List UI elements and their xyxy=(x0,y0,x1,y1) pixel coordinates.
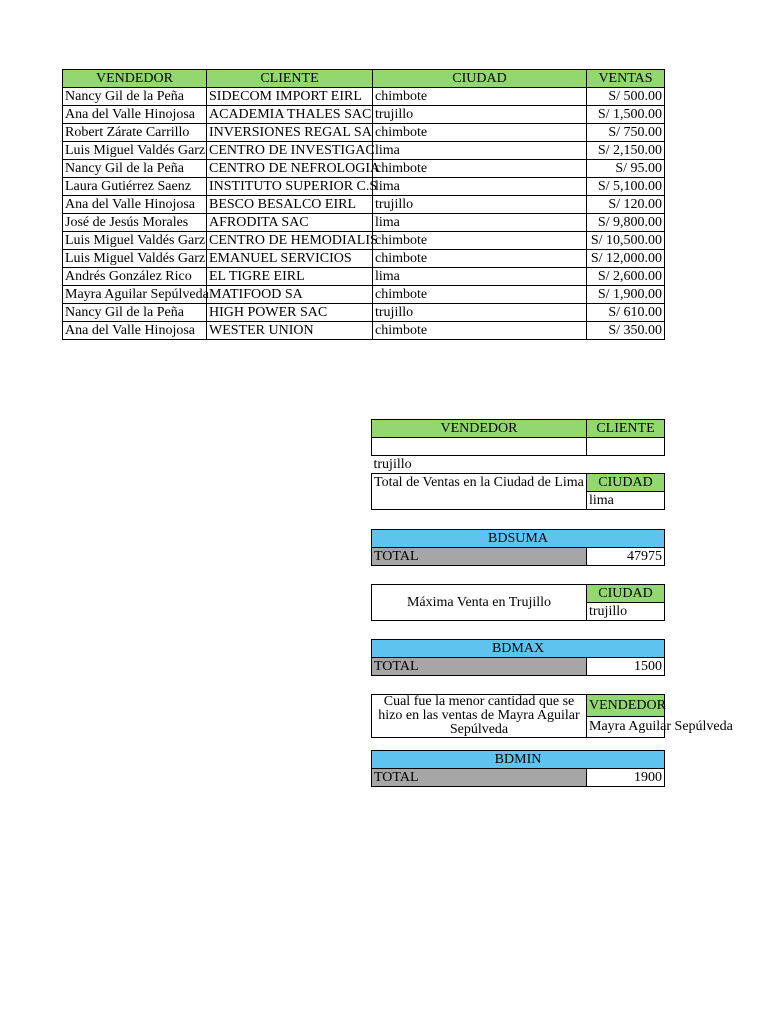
cell-cliente[interactable]: BESCO BESALCO EIRL xyxy=(207,196,373,214)
bdmax-title[interactable]: BDMAX xyxy=(372,640,665,658)
cell-ciudad[interactable]: lima xyxy=(373,268,587,286)
mayra-question[interactable]: Cual fue la menor cantidad que se hizo en las ventas de Mayra Aguilar Sepúlveda xyxy=(372,695,587,738)
criteria-empty-cell[interactable] xyxy=(587,456,665,474)
cell-ciudad[interactable]: chimbote xyxy=(373,286,587,304)
cell-vendedor[interactable]: Ana del Valle Hinojosa xyxy=(63,106,207,124)
header-ciudad[interactable]: CIUDAD xyxy=(373,70,587,88)
bdsuma-total-value[interactable]: 47975 xyxy=(587,548,665,566)
table-row xyxy=(63,304,665,322)
bdmax-table xyxy=(371,639,665,676)
sales-table xyxy=(62,69,665,340)
header-ventas[interactable]: VENTAS xyxy=(587,70,665,88)
cell-ciudad[interactable]: trujillo xyxy=(373,106,587,124)
table-row xyxy=(63,178,665,196)
mayra-vendedor-header[interactable]: VENDEDOR xyxy=(587,695,665,717)
cell-ventas[interactable]: S/ 500.00 xyxy=(587,88,665,106)
cell-cliente[interactable]: INVERSIONES REGAL SA xyxy=(207,124,373,142)
cell-cliente[interactable]: SIDECOM IMPORT EIRL xyxy=(207,88,373,106)
cell-ciudad[interactable]: chimbote xyxy=(373,322,587,340)
bdsuma-table xyxy=(371,529,665,566)
table-row xyxy=(63,250,665,268)
cell-vendedor[interactable]: Nancy Gil de la Peña xyxy=(63,304,207,322)
lima-ciudad-header[interactable]: CIUDAD xyxy=(587,474,665,492)
cell-ventas[interactable]: S/ 2,150.00 xyxy=(587,142,665,160)
cell-ventas[interactable]: S/ 9,800.00 xyxy=(587,214,665,232)
table-row xyxy=(63,268,665,286)
bdmin-title[interactable]: BDMIN xyxy=(372,751,665,769)
bdsuma-title[interactable]: BDSUMA xyxy=(372,530,665,548)
cell-ventas[interactable]: S/ 95.00 xyxy=(587,160,665,178)
cell-cliente[interactable]: AFRODITA SAC xyxy=(207,214,373,232)
cell-vendedor[interactable]: Luis Miguel Valdés Garz xyxy=(63,142,207,160)
cell-ciudad[interactable]: lima xyxy=(373,178,587,196)
criteria-trujillo-cell[interactable]: trujillo xyxy=(373,457,412,472)
table-row xyxy=(63,286,665,304)
cell-ventas[interactable]: S/ 610.00 xyxy=(587,304,665,322)
table-row xyxy=(63,322,665,340)
cell-ciudad[interactable]: chimbote xyxy=(373,88,587,106)
cell-ventas[interactable]: S/ 750.00 xyxy=(587,124,665,142)
bdmax-total-value[interactable]: 1500 xyxy=(587,658,665,676)
cell-cliente[interactable]: ACADEMIA THALES SAC xyxy=(207,106,373,124)
table-row xyxy=(63,232,665,250)
table-row xyxy=(63,160,665,178)
trujillo-ciudad-value[interactable]: trujillo xyxy=(587,603,665,621)
cell-ciudad[interactable]: trujillo xyxy=(373,196,587,214)
criteria-cliente-cell[interactable] xyxy=(587,438,665,456)
criteria-vendedor-header[interactable]: VENDEDOR xyxy=(372,420,587,438)
cell-ciudad[interactable]: chimbote xyxy=(373,124,587,142)
header-vendedor[interactable]: VENDEDOR xyxy=(63,70,207,88)
cell-cliente[interactable]: EL TIGRE EIRL xyxy=(207,268,373,286)
cell-cliente[interactable]: INSTITUTO SUPERIOR C.S xyxy=(207,178,373,196)
mayra-vendedor-value[interactable]: Mayra Aguilar Sepúlveda xyxy=(587,716,665,738)
criteria-table xyxy=(371,419,665,510)
cell-ciudad[interactable]: chimbote xyxy=(373,232,587,250)
trujillo-question[interactable]: Máxima Venta en Trujillo xyxy=(372,585,587,621)
cell-ventas[interactable]: S/ 2,600.00 xyxy=(587,268,665,286)
lima-question[interactable]: Total de Ventas en la Ciudad de Lima xyxy=(372,474,587,510)
table-row xyxy=(63,88,665,106)
cell-ventas[interactable]: S/ 5,100.00 xyxy=(587,178,665,196)
bdmax-total-label[interactable]: TOTAL xyxy=(372,658,587,676)
bdmin-total-value[interactable]: 1900 xyxy=(587,769,665,787)
cell-cliente[interactable]: CENTRO DE INVESTIGAC xyxy=(207,142,373,160)
table-row xyxy=(63,106,665,124)
bdsuma-total-label[interactable]: TOTAL xyxy=(372,548,587,566)
cell-vendedor[interactable]: José de Jesús Morales xyxy=(63,214,207,232)
mayra-min-table xyxy=(371,694,733,738)
cell-ventas[interactable]: S/ 1,500.00 xyxy=(587,106,665,124)
cell-ventas[interactable]: S/ 12,000.00 xyxy=(587,250,665,268)
cell-cliente[interactable]: CENTRO DE HEMODIALIS xyxy=(207,232,373,250)
cell-vendedor[interactable]: Ana del Valle Hinojosa xyxy=(63,196,207,214)
cell-cliente[interactable]: WESTER UNION xyxy=(207,322,373,340)
cell-cliente[interactable]: EMANUEL SERVICIOS xyxy=(207,250,373,268)
table-row xyxy=(63,214,665,232)
cell-vendedor[interactable]: Mayra Aguilar Sepúlveda xyxy=(63,286,207,304)
cell-cliente[interactable]: HIGH POWER SAC xyxy=(207,304,373,322)
cell-ventas[interactable]: S/ 120.00 xyxy=(587,196,665,214)
sales-table-header xyxy=(63,70,665,88)
criteria-vendedor-cell[interactable] xyxy=(372,438,587,456)
trujillo-max-table xyxy=(371,584,665,621)
trujillo-ciudad-header[interactable]: CIUDAD xyxy=(587,585,665,603)
cell-ciudad[interactable]: chimbote xyxy=(373,250,587,268)
table-row xyxy=(63,142,665,160)
cell-vendedor[interactable]: Nancy Gil de la Peña xyxy=(63,160,207,178)
table-row xyxy=(63,196,665,214)
bdmin-total-label[interactable]: TOTAL xyxy=(372,769,587,787)
cell-ventas[interactable]: S/ 1,900.00 xyxy=(587,286,665,304)
cell-ciudad[interactable]: trujillo xyxy=(373,304,587,322)
criteria-cliente-header[interactable]: CLIENTE xyxy=(587,420,665,438)
cell-vendedor[interactable]: Luis Miguel Valdés Garz xyxy=(63,250,207,268)
cell-vendedor[interactable]: Andrés González Rico xyxy=(63,268,207,286)
cell-vendedor[interactable]: Luis Miguel Valdés Garz xyxy=(63,232,207,250)
cell-ciudad[interactable]: chimbote xyxy=(373,160,587,178)
cell-ciudad[interactable]: lima xyxy=(373,142,587,160)
cell-ventas[interactable]: S/ 10,500.00 xyxy=(587,232,665,250)
cell-vendedor[interactable]: Ana del Valle Hinojosa xyxy=(63,322,207,340)
cell-cliente[interactable]: CENTRO DE NEFROLOGIA xyxy=(207,160,373,178)
cell-ciudad[interactable]: lima xyxy=(373,214,587,232)
cell-vendedor[interactable]: Nancy Gil de la Peña xyxy=(63,88,207,106)
cell-ventas[interactable]: S/ 350.00 xyxy=(587,322,665,340)
cell-vendedor[interactable]: Laura Gutiérrez Saenz xyxy=(63,178,207,196)
table-row xyxy=(63,124,665,142)
lima-ciudad-value[interactable]: lima xyxy=(587,492,665,510)
cell-cliente[interactable]: MATIFOOD SA xyxy=(207,286,373,304)
header-cliente[interactable]: CLIENTE xyxy=(207,70,373,88)
bdmin-table xyxy=(371,750,665,787)
cell-vendedor[interactable]: Robert Zárate Carrillo xyxy=(63,124,207,142)
